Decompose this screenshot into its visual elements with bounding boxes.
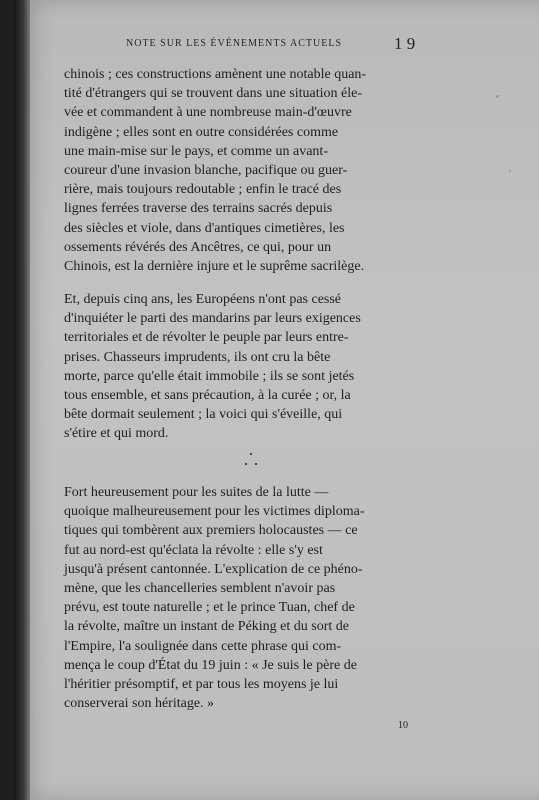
paper-speck xyxy=(509,170,511,172)
asterism-dot-right xyxy=(255,463,257,465)
paper-speck xyxy=(496,95,499,98)
asterism-dot-left xyxy=(245,463,247,465)
paragraph-2-text: Et, depuis cinq ans, les Européens n'ont pas cessé d'inquiéter le parti des mandarins par leurs exigences territoriales et de révolter le peuple par leurs entre- prises. Chasseurs imprudents, ils ont cru la bête morte, parce qu'elle était immobile ; ils se sont jetés tous ensemble, et sans précaution, à la curée ; or, la bête dormait seulement ; la voici qui s'éveille, qui s'étire et qui mord. xyxy=(64,292,361,442)
paragraph-1 xyxy=(64,65,434,276)
paragraph-3 xyxy=(64,483,434,713)
paragraph-1-text: chinois ; ces constructions amènent une notable quan- tité d'étrangers qui se trouvent dans une situation éle- vée et commandent à une nombreuse main-d'œuvre indigène ; elles sont en outre considérées comme une main-mise sur le pays, et comme un avant- coureur d'une invasion blanche, pacifique ou guer- rière, mais toujours redoutable ; enfin le tracé des lignes ferrées traverse des terrains sacrés depuis des siècles et viole, dans d'antiques cimetières, les ossements révérés des Ancêtres, ce qui, pour un Chinois, est la dernière injure et le suprême sacrilège. xyxy=(64,67,367,275)
asterism-dot-top xyxy=(250,453,252,455)
running-header: NOTE SUR LES ÉVÉNEMENTS ACTUELS xyxy=(126,38,342,49)
page-number: 1 9 xyxy=(394,34,416,53)
book-spine-shadow xyxy=(14,0,30,800)
signature-mark: 10 xyxy=(398,720,408,731)
section-break-asterism xyxy=(241,450,261,470)
paragraph-2 xyxy=(64,290,434,444)
book-page xyxy=(14,0,539,800)
paragraph-3-text: Fort heureusement pour les suites de la lutte — quoique malheureusement pour les victimes diploma- tiques qui tombèrent aux premiers holocaustes — ce fut au nord-est qu'éclata la révolte : elle s'y est jusqu'à présent cantonnée. L'explication de ce phéno- mène, que les chancelleries semblent n'avoir pas prévu, est toute naturelle ; et le prince Tuan, chef de la révolte, maître un instant de Péking et du sort de l'Empire, l'a soulignée dans cette phrase qui com- mença le coup d'État du 19 juin : « Je suis le père de l'héritier présomptif, et par tous les moyens je lui conserverai son héritage. » xyxy=(64,485,365,712)
